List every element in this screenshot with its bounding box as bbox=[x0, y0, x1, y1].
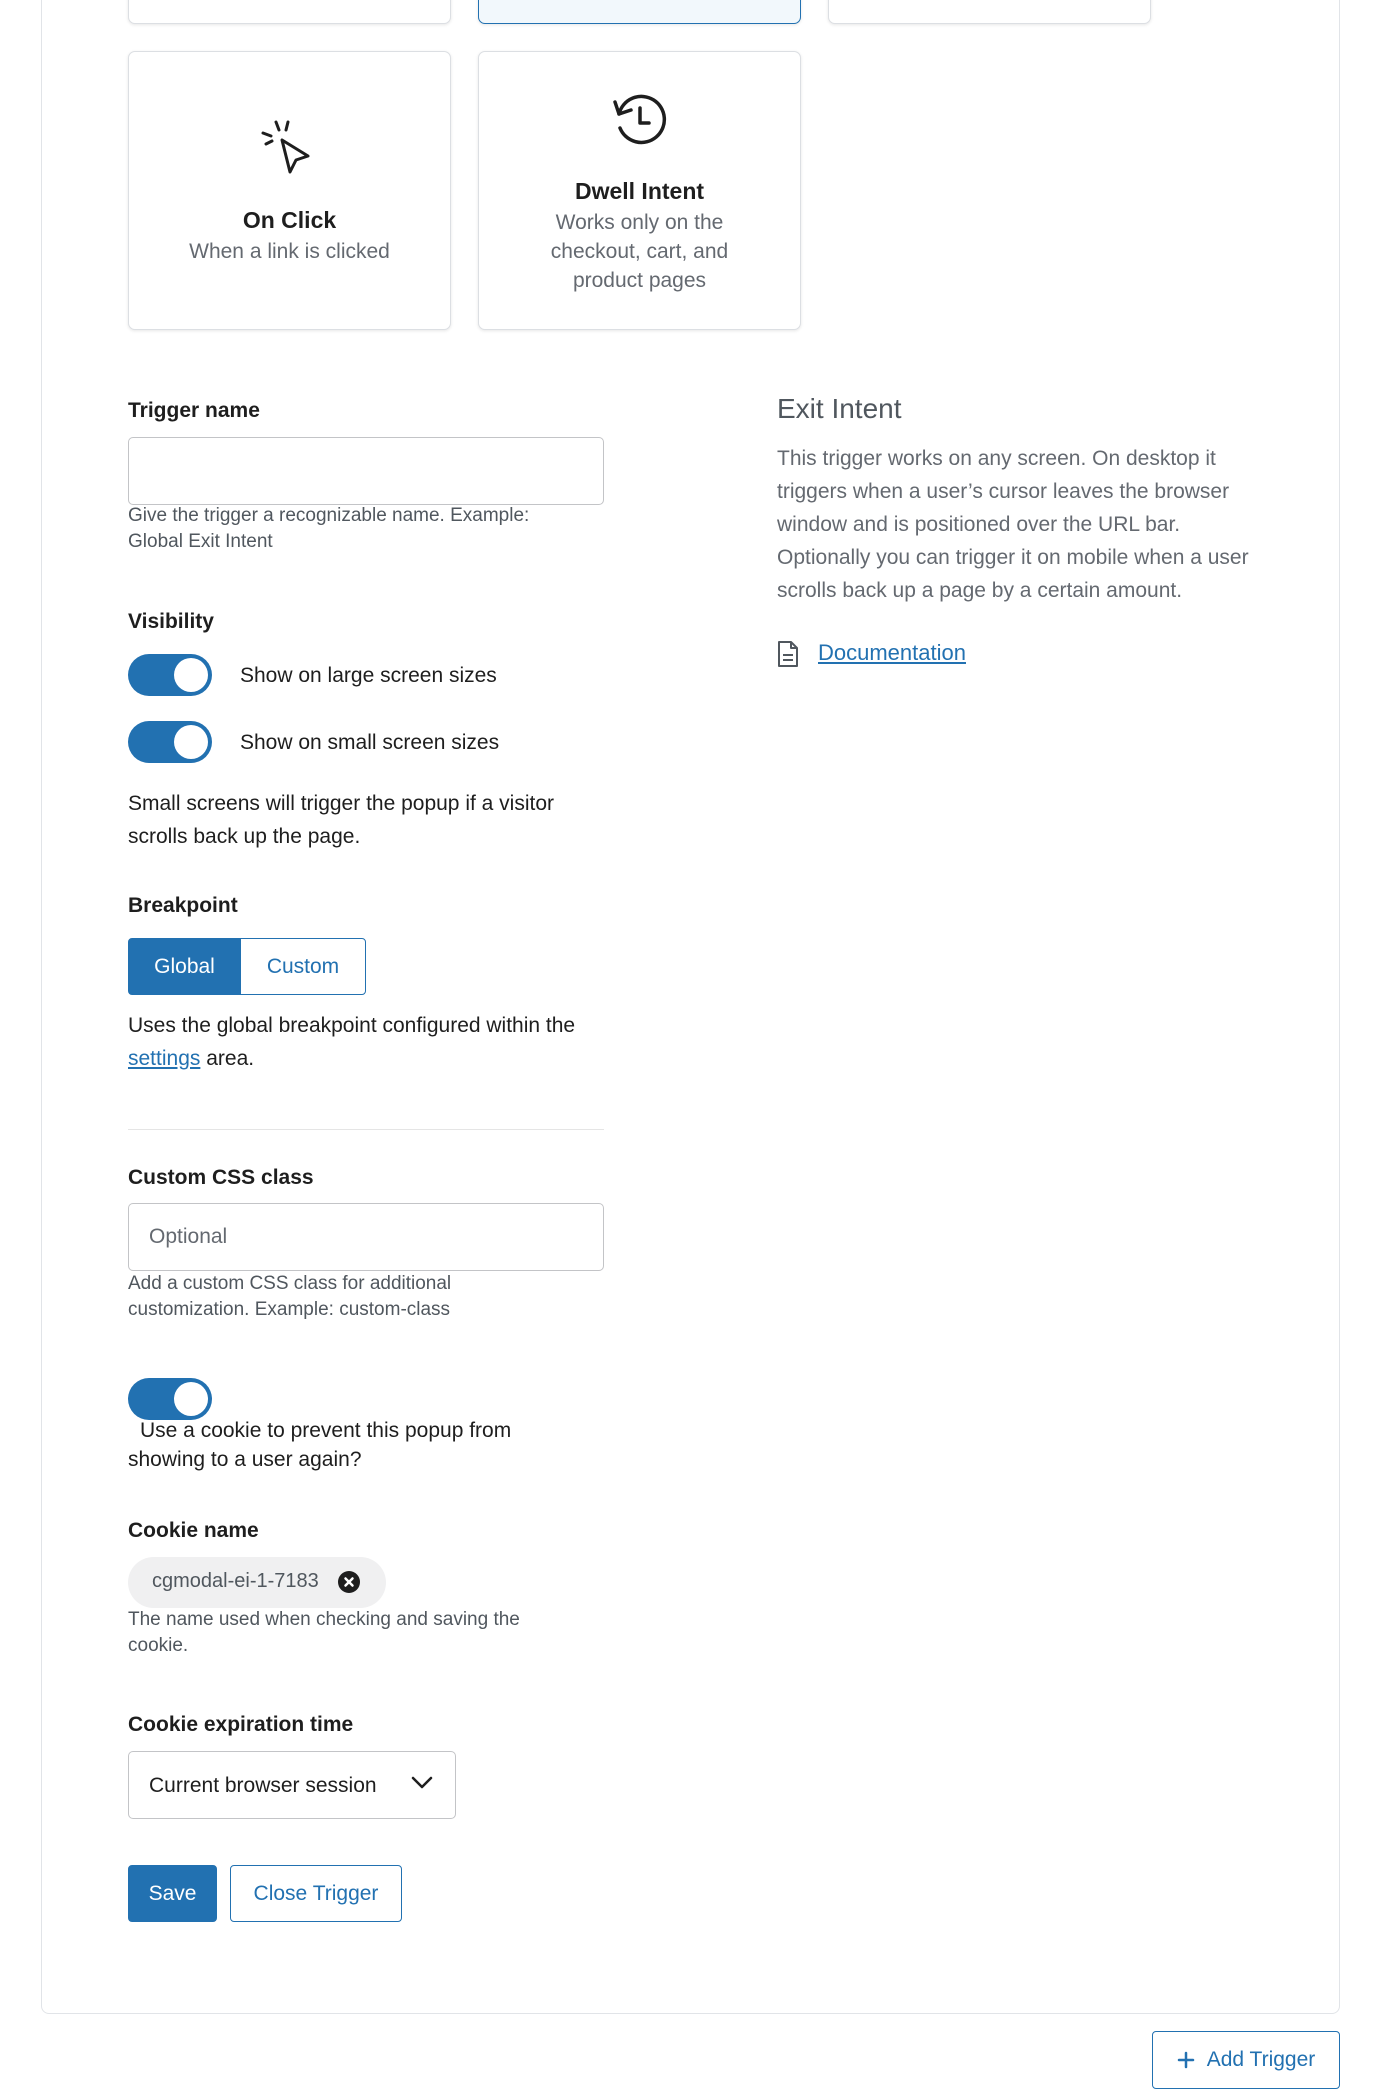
breakpoint-note-after: area. bbox=[206, 1047, 255, 1070]
breakpoint-global-button[interactable]: Global bbox=[128, 938, 241, 995]
breakpoint-custom-button[interactable]: Custom bbox=[240, 938, 366, 995]
breakpoint-note bbox=[128, 1009, 598, 1075]
trigger-name-input[interactable] bbox=[128, 437, 604, 505]
card-title: Dwell Intent bbox=[574, 178, 705, 204]
plus-icon bbox=[1177, 2051, 1195, 2069]
cookie-name-value: cgmodal-ei-1-7183 bbox=[152, 1570, 319, 1592]
small-screens-note: Small screens will trigger the popup if a visitor scrolls back up the page. bbox=[128, 792, 555, 848]
cookie-name-chip bbox=[128, 1557, 386, 1608]
card-description: Works only on the checkout, cart, and product pages bbox=[550, 211, 729, 292]
info-title: Exit Intent bbox=[777, 393, 902, 424]
cookie-expiration-label: Cookie expiration time bbox=[128, 1713, 354, 1736]
card-description: When a link is clicked bbox=[189, 240, 390, 263]
trigger-type-card-dwell-intent[interactable] bbox=[478, 51, 801, 330]
cookie-toggle[interactable] bbox=[128, 1378, 212, 1420]
css-class-input[interactable] bbox=[128, 1203, 604, 1271]
save-button[interactable]: Save bbox=[128, 1865, 217, 1922]
cookie-expiration-select[interactable] bbox=[128, 1751, 456, 1819]
cookie-name-label: Cookie name bbox=[128, 1519, 259, 1542]
chevron-down-icon bbox=[411, 1776, 433, 1790]
section-divider bbox=[128, 1129, 604, 1130]
breakpoint-label: Breakpoint bbox=[128, 894, 238, 917]
small-screens-toggle[interactable] bbox=[128, 721, 212, 763]
breakpoint-note-text: Uses the global breakpoint configured within the bbox=[128, 1014, 576, 1037]
css-class-label: Custom CSS class bbox=[128, 1166, 314, 1189]
card-title: On Click bbox=[242, 207, 337, 233]
trigger-type-card-1[interactable] bbox=[128, 0, 451, 24]
trigger-type-card-exit-intent[interactable] bbox=[478, 0, 801, 24]
large-screens-toggle[interactable] bbox=[128, 654, 212, 696]
cookie-name-help: The name used when checking and saving the cookie. bbox=[128, 1609, 520, 1656]
documentation-link[interactable]: Documentation bbox=[818, 640, 966, 665]
large-screens-label: Show on large screen sizes bbox=[240, 664, 497, 687]
clear-cookie-name-icon[interactable] bbox=[338, 1571, 360, 1593]
trigger-editor-panel bbox=[41, 0, 1340, 2014]
info-body: This trigger works on any screen. On desktop it triggers when a user’s cursor leaves the browser window and is positioned over the URL bar. Optionally you can trigger it on mobile when a user scrolls back up a page by a certain amount. bbox=[777, 447, 1249, 602]
add-trigger-button[interactable] bbox=[1152, 2031, 1340, 2089]
pointer-click-icon bbox=[258, 116, 318, 176]
css-class-help: Add a custom CSS class for additional customization. Example: custom-class bbox=[128, 1273, 452, 1320]
cookie-toggle-label: Use a cookie to prevent this popup from showing to a user again? bbox=[128, 1419, 512, 1471]
settings-link[interactable]: settings bbox=[128, 1047, 201, 1070]
trigger-type-card-on-click[interactable] bbox=[128, 51, 451, 330]
visibility-label: Visibility bbox=[128, 610, 214, 633]
cookie-expiration-value: Current browser session bbox=[149, 1774, 377, 1797]
document-icon bbox=[777, 640, 799, 668]
trigger-name-label: Trigger name bbox=[128, 399, 260, 422]
trigger-type-card-3[interactable] bbox=[828, 0, 1151, 24]
trigger-name-help: Give the trigger a recognizable name. Example: Global Exit Intent bbox=[128, 505, 530, 552]
small-screens-label: Show on small screen sizes bbox=[240, 731, 500, 754]
add-trigger-label: Add Trigger bbox=[1206, 2048, 1316, 2071]
close-trigger-button[interactable]: Close Trigger bbox=[230, 1865, 402, 1922]
clock-history-icon bbox=[611, 92, 669, 150]
